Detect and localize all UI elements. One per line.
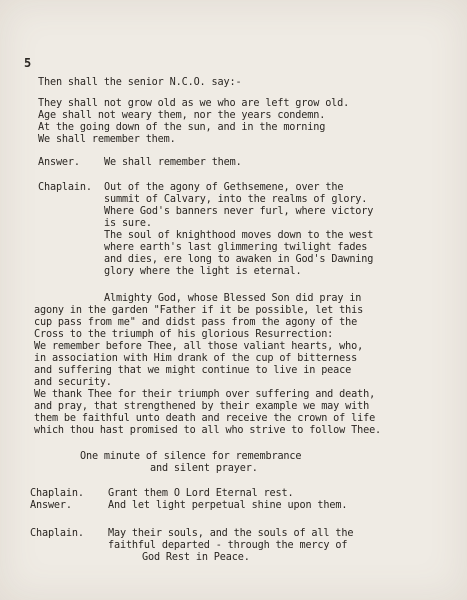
exhortation-line: They shall not grow old as we who are left grow old.: [38, 98, 350, 109]
page-number: 5: [24, 56, 32, 70]
exhortation-line: At the going down of the sun, and in the morning: [38, 122, 326, 133]
prayer-line: We remember before Thee, all those valiant hearts, who,: [34, 341, 364, 352]
prayer-line: which thou hast promised to all who strive to follow Thee.: [34, 425, 382, 436]
chaplain-line: The soul of knighthood moves down to the west: [104, 230, 374, 241]
prayer-line: and suffering that we might continue to live in peace: [34, 365, 352, 376]
exhortation-line: We shall remember them.: [38, 134, 176, 145]
prayer-line: We thank Thee for their triumph over suffering and death,: [34, 389, 376, 400]
prayer-line: Almighty God, whose Blessed Son did pray in: [104, 293, 362, 304]
chaplain-line: glory where the light is eternal.: [104, 266, 302, 277]
chaplain-line: is sure.: [104, 218, 152, 229]
chaplain-line: where earth's last glimmering twilight fades: [104, 242, 368, 253]
prayer-line: and pray, that strengthened by their example we may with: [34, 401, 370, 412]
prayer-line: them be faithful unto death and receive the crown of life: [34, 413, 376, 424]
chaplain-line: and dies, ere long to awaken in God's Dawning: [104, 254, 374, 265]
intro-line: Then shall the senior N.C.O. say:-: [38, 77, 242, 88]
prayer-line: agony in the garden "Father if it be possible, let this: [34, 305, 364, 316]
prayer-line: cup pass from me" and didst pass from the agony of the: [34, 317, 358, 328]
chaplain-line: faithful departed - through the mercy of: [108, 540, 348, 551]
silence-line: and silent prayer.: [150, 463, 258, 474]
chaplain-line: Where God's banners never furl, where victory: [104, 206, 374, 217]
chaplain-line: Out of the agony of Gethsemene, over the: [104, 182, 344, 193]
chaplain-label: Chaplain.: [30, 488, 84, 499]
chaplain-line: May their souls, and the souls of all the: [108, 528, 354, 539]
exhortation-line: Age shall not weary them, nor the years condemn.: [38, 110, 326, 121]
chaplain-label: Chaplain.: [30, 528, 84, 539]
prayer-line: in association with Him drank of the cup of bitterness: [34, 353, 358, 364]
silence-line: One minute of silence for remembrance: [80, 451, 302, 462]
answer-label: Answer.: [30, 500, 72, 511]
prayer-line: Cross to the triumph of his glorious Resurrection:: [34, 329, 334, 340]
answer-text: We shall remember them.: [104, 157, 242, 168]
chaplain-text: Grant them O Lord Eternal rest.: [108, 488, 294, 499]
chaplain-line: summit of Calvary, into the realms of glory.: [104, 194, 368, 205]
answer-label: Answer.: [38, 157, 80, 168]
chaplain-label: Chaplain.: [38, 182, 92, 193]
prayer-line: and security.: [34, 377, 112, 388]
chaplain-line: God Rest in Peace.: [142, 552, 250, 563]
answer-text: And let light perpetual shine upon them.: [108, 500, 348, 511]
